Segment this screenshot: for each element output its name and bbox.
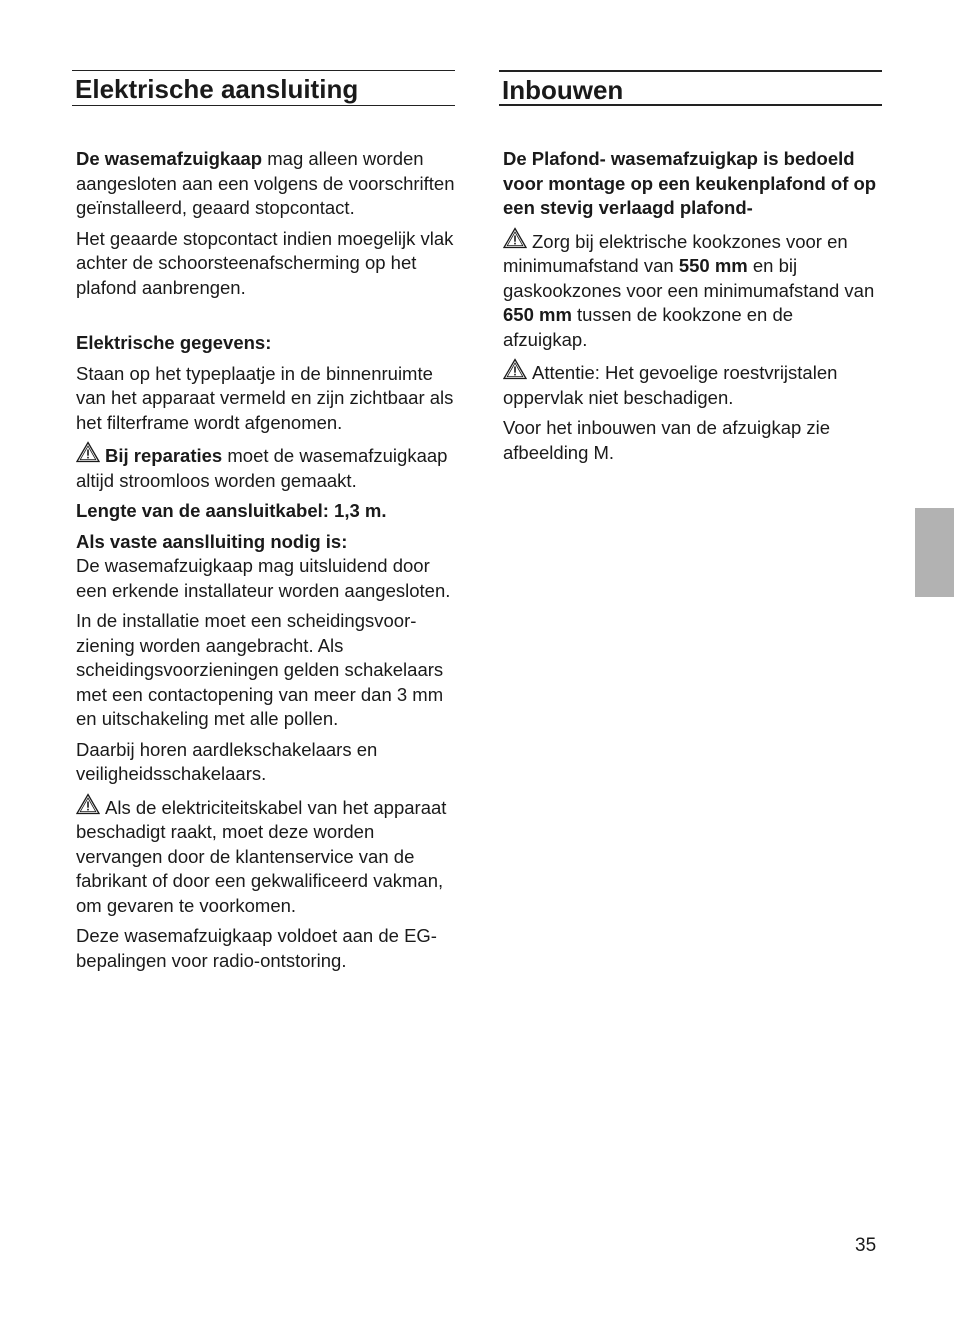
warning-triangle-icon [76, 441, 100, 463]
paragraph-plafond-intro [503, 147, 882, 221]
bold-value: 550 mm [678, 255, 748, 276]
warning-triangle-icon [503, 358, 527, 380]
bold-term: Bij reparaties [105, 445, 223, 466]
warning-minimumafstand [503, 227, 882, 353]
paragraph-text: mag alleen worden aangesloten aan een volgens de voorschriften geïnstalleerd, geaard stopcontact. [76, 148, 455, 218]
paragraph-text: Attentie: Het gevoelige roestvrijstalen oppervlak niet beschadigen. [503, 362, 838, 408]
kabel-lengte [76, 499, 455, 524]
paragraph-aansluiting [76, 147, 455, 221]
bold-title: Als vaste aanslluiting nodig is: [76, 530, 348, 552]
section-heading-inbouwen: Inbouwen [499, 70, 882, 106]
paragraph-aardlekschakelaars: Daarbij horen aardlekschakelaars en veiligheidsschakelaars. [76, 738, 378, 784]
paragraph-text: en bij gaskookzones voor een minimumafstand van [503, 255, 875, 301]
paragraph-stopcontact: Het geaarde stopcontact indien moegelijk vlak achter de schoorsteenafscherming op het plafond aanbrengen. [76, 227, 454, 298]
warning-triangle-icon [76, 793, 100, 815]
right-column [499, 70, 882, 471]
paragraph-text: De wasemafzuigkaap mag uitsluidend door een erkende installateur worden aangesloten. [76, 555, 451, 601]
left-body [72, 147, 455, 973]
bold-term: De wasemafzuigkaap [76, 148, 263, 169]
paragraph-text: moet de wasemafzuigkaap altijd stroomloos worden gemaakt. [76, 445, 448, 491]
paragraph-afbeelding-m: Voor het inbouwen van de afzuigkap zie afbeelding M. [503, 417, 831, 463]
bold-value: 650 mm [503, 304, 572, 325]
paragraph-vaste-aansluiting [76, 530, 455, 604]
warning-attentie [503, 358, 882, 410]
subheading-text: Elektrische gegevens: [76, 332, 272, 353]
paragraph-text: tussen de kookzone en de afzuigkap. [503, 304, 794, 350]
paragraph-typeplaatje: Staan op het typeplaatje in de binnenruimte van het apparaat vermeld en zijn zichtbaar als het filterframe wordt afgenomen. [76, 362, 454, 433]
right-body [499, 147, 882, 465]
chapter-tab-marker [915, 508, 954, 597]
subheading-elektrische-gegevens [76, 331, 455, 356]
page-number: 35 [855, 1235, 877, 1256]
warning-reparaties [76, 441, 455, 493]
paragraph-text: Zorg bij elektrische kookzones voor en minimumafstand van [503, 230, 848, 276]
paragraph-scheidingsvoorziening: In de installatie moet een scheidingsvoor-ziening worden aangebracht. Als scheidingsvoorzieningen gelden schakelaars met een contactopening van meer dan 3 mm en uitschakeling met alle pollen. [76, 610, 444, 729]
warning-elektriciteitskabel [76, 793, 455, 919]
paragraph-text: Als de elektriciteitskabel van het apparaat beschadigt raakt, moet deze worden vervangen door de klantenservice van de fabrikant of door een gekwalificeerd vakman, om gevaren te voorkomen. [76, 796, 447, 916]
warning-triangle-icon [503, 227, 527, 249]
left-column [72, 70, 455, 979]
paragraph-eg-bepalingen: Deze wasemafzuigkaap voldoet aan de EG-bepalingen voor radio-ontstoring. [76, 925, 437, 971]
bold-text: Lengte van de aansluitkabel: 1,3 m. [76, 500, 387, 521]
bold-text: De Plafond- wasemafzuigkap is bedoeld voor montage op een keukenplafond of op een stevig verlaagd plafond- [503, 148, 877, 218]
section-heading-elektrische-aansluiting: Elektrische aansluiting [72, 70, 455, 106]
